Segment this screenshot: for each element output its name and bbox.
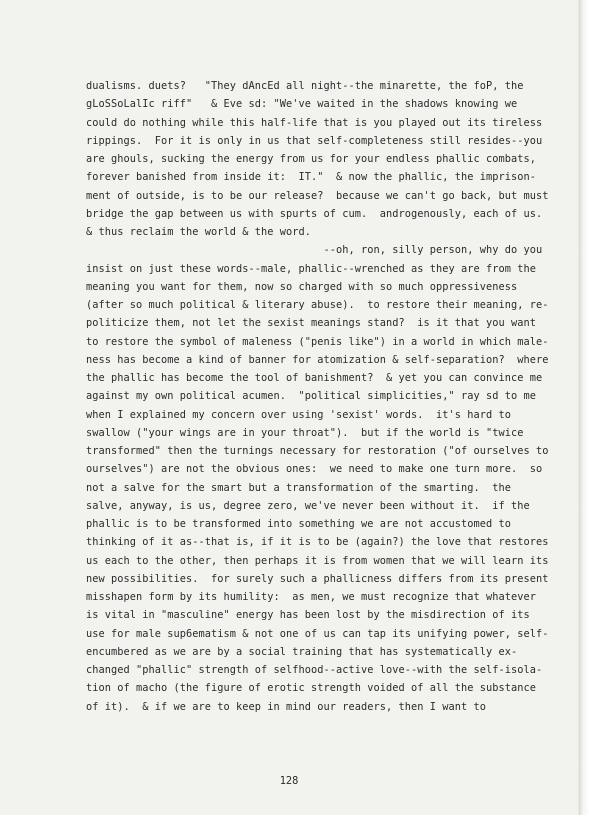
body-text: [86, 77, 556, 716]
text-line: (after so much political & literary abuse). to restore their meaning, re-: [86, 299, 549, 311]
text-line: politicize them, not let the sexist meanings stand? is it that you want: [86, 317, 536, 330]
text-line: ment of outside, is to be our release? because we can't go back, but must: [86, 189, 549, 202]
text-line: & thus reclaim the world & the word.: [86, 226, 311, 238]
text-line: could do nothing while this half-life that is you played out its tireless: [86, 116, 543, 129]
page-number: 128: [279, 775, 299, 787]
text-line: of it). & if we are to keep in mind our readers, then I want to: [86, 700, 486, 713]
text-line: transformed" then the turnings necessary for restoration ("of ourselves to: [86, 445, 549, 457]
text-line: ness has become a kind of banner for atomization & self-separation? where: [86, 353, 549, 366]
text-line: the phallic has become the tool of banishment? & yet you can convince me: [86, 372, 543, 384]
text-line: insist on just these words--male, phallic--wrenched as they are from the: [86, 262, 536, 275]
text-line: meaning you want for them, now so charged with so much oppressiveness: [86, 280, 518, 293]
text-line: use for male sup6ematism & not one of us can tap its unifying power, self-: [86, 627, 549, 640]
text-line: thinking of it as--that is, if it is to be (again?) the love that restores: [86, 536, 549, 549]
text-line: forever banished from inside it: IT." & now the phallic, the imprison-: [86, 171, 536, 184]
text-line: is vital in "masculine" energy has been lost by the misdirection of its: [86, 609, 530, 622]
text-line: --oh, ron, silly person, why do you: [86, 244, 543, 257]
text-line: misshapen form by its humility: as men, we must recognize that whatever: [86, 591, 536, 603]
text-line: gLoSSoLalIc riff" & Eve sd: "We've waited in the shadows knowing we: [86, 98, 518, 111]
text-line: tion of macho (the figure of erotic strength voided of all the substance: [86, 682, 536, 695]
text-line: swallow ("your wings are in your throat"). but if the world is "twice: [86, 426, 524, 439]
scan-bottom-edge: [0, 815, 589, 821]
text-line: phallic is to be transformed into something we are not accustomed to: [86, 518, 511, 530]
text-line: new possibilities. for surely such a phallicness differs from its present: [86, 572, 549, 585]
text-line: to restore the symbol of maleness ("penis like") in a world in which male-: [86, 335, 549, 348]
text-line: rippings. For it is only in us that self-completeness still resides--you: [86, 134, 543, 147]
text-line: when I explained my concern over using 'sexist' words. it's hard to: [86, 408, 511, 421]
text-line: dualisms. duets? "They dAncEd all night--the minarette, the foP, the: [86, 80, 524, 92]
text-line: encumbered as we are by a social training that has systematically ex-: [86, 645, 518, 658]
text-line: bridge the gap between us with spurts of cum. androgenously, each of us.: [86, 207, 543, 220]
text-line: changed "phallic" strength of selfhood--active love--with the self-isola-: [86, 664, 543, 676]
text-line: us each to the other, then perhaps it is from women that we will learn its: [86, 554, 549, 567]
scan-edge: [579, 0, 589, 821]
text-line: against my own political acumen. "political simplicities," ray sd to me: [86, 390, 536, 403]
text-line: salve, anyway, is us, degree zero, we've never been without it. if the: [86, 499, 530, 512]
text-line: are ghouls, sucking the energy from us for your endless phallic combats,: [86, 153, 536, 165]
text-line: ourselves") are not the obvious ones: we need to make one turn more. so: [86, 463, 543, 476]
text-line: not a salve for the smart but a transformation of the smarting. the: [86, 481, 511, 494]
